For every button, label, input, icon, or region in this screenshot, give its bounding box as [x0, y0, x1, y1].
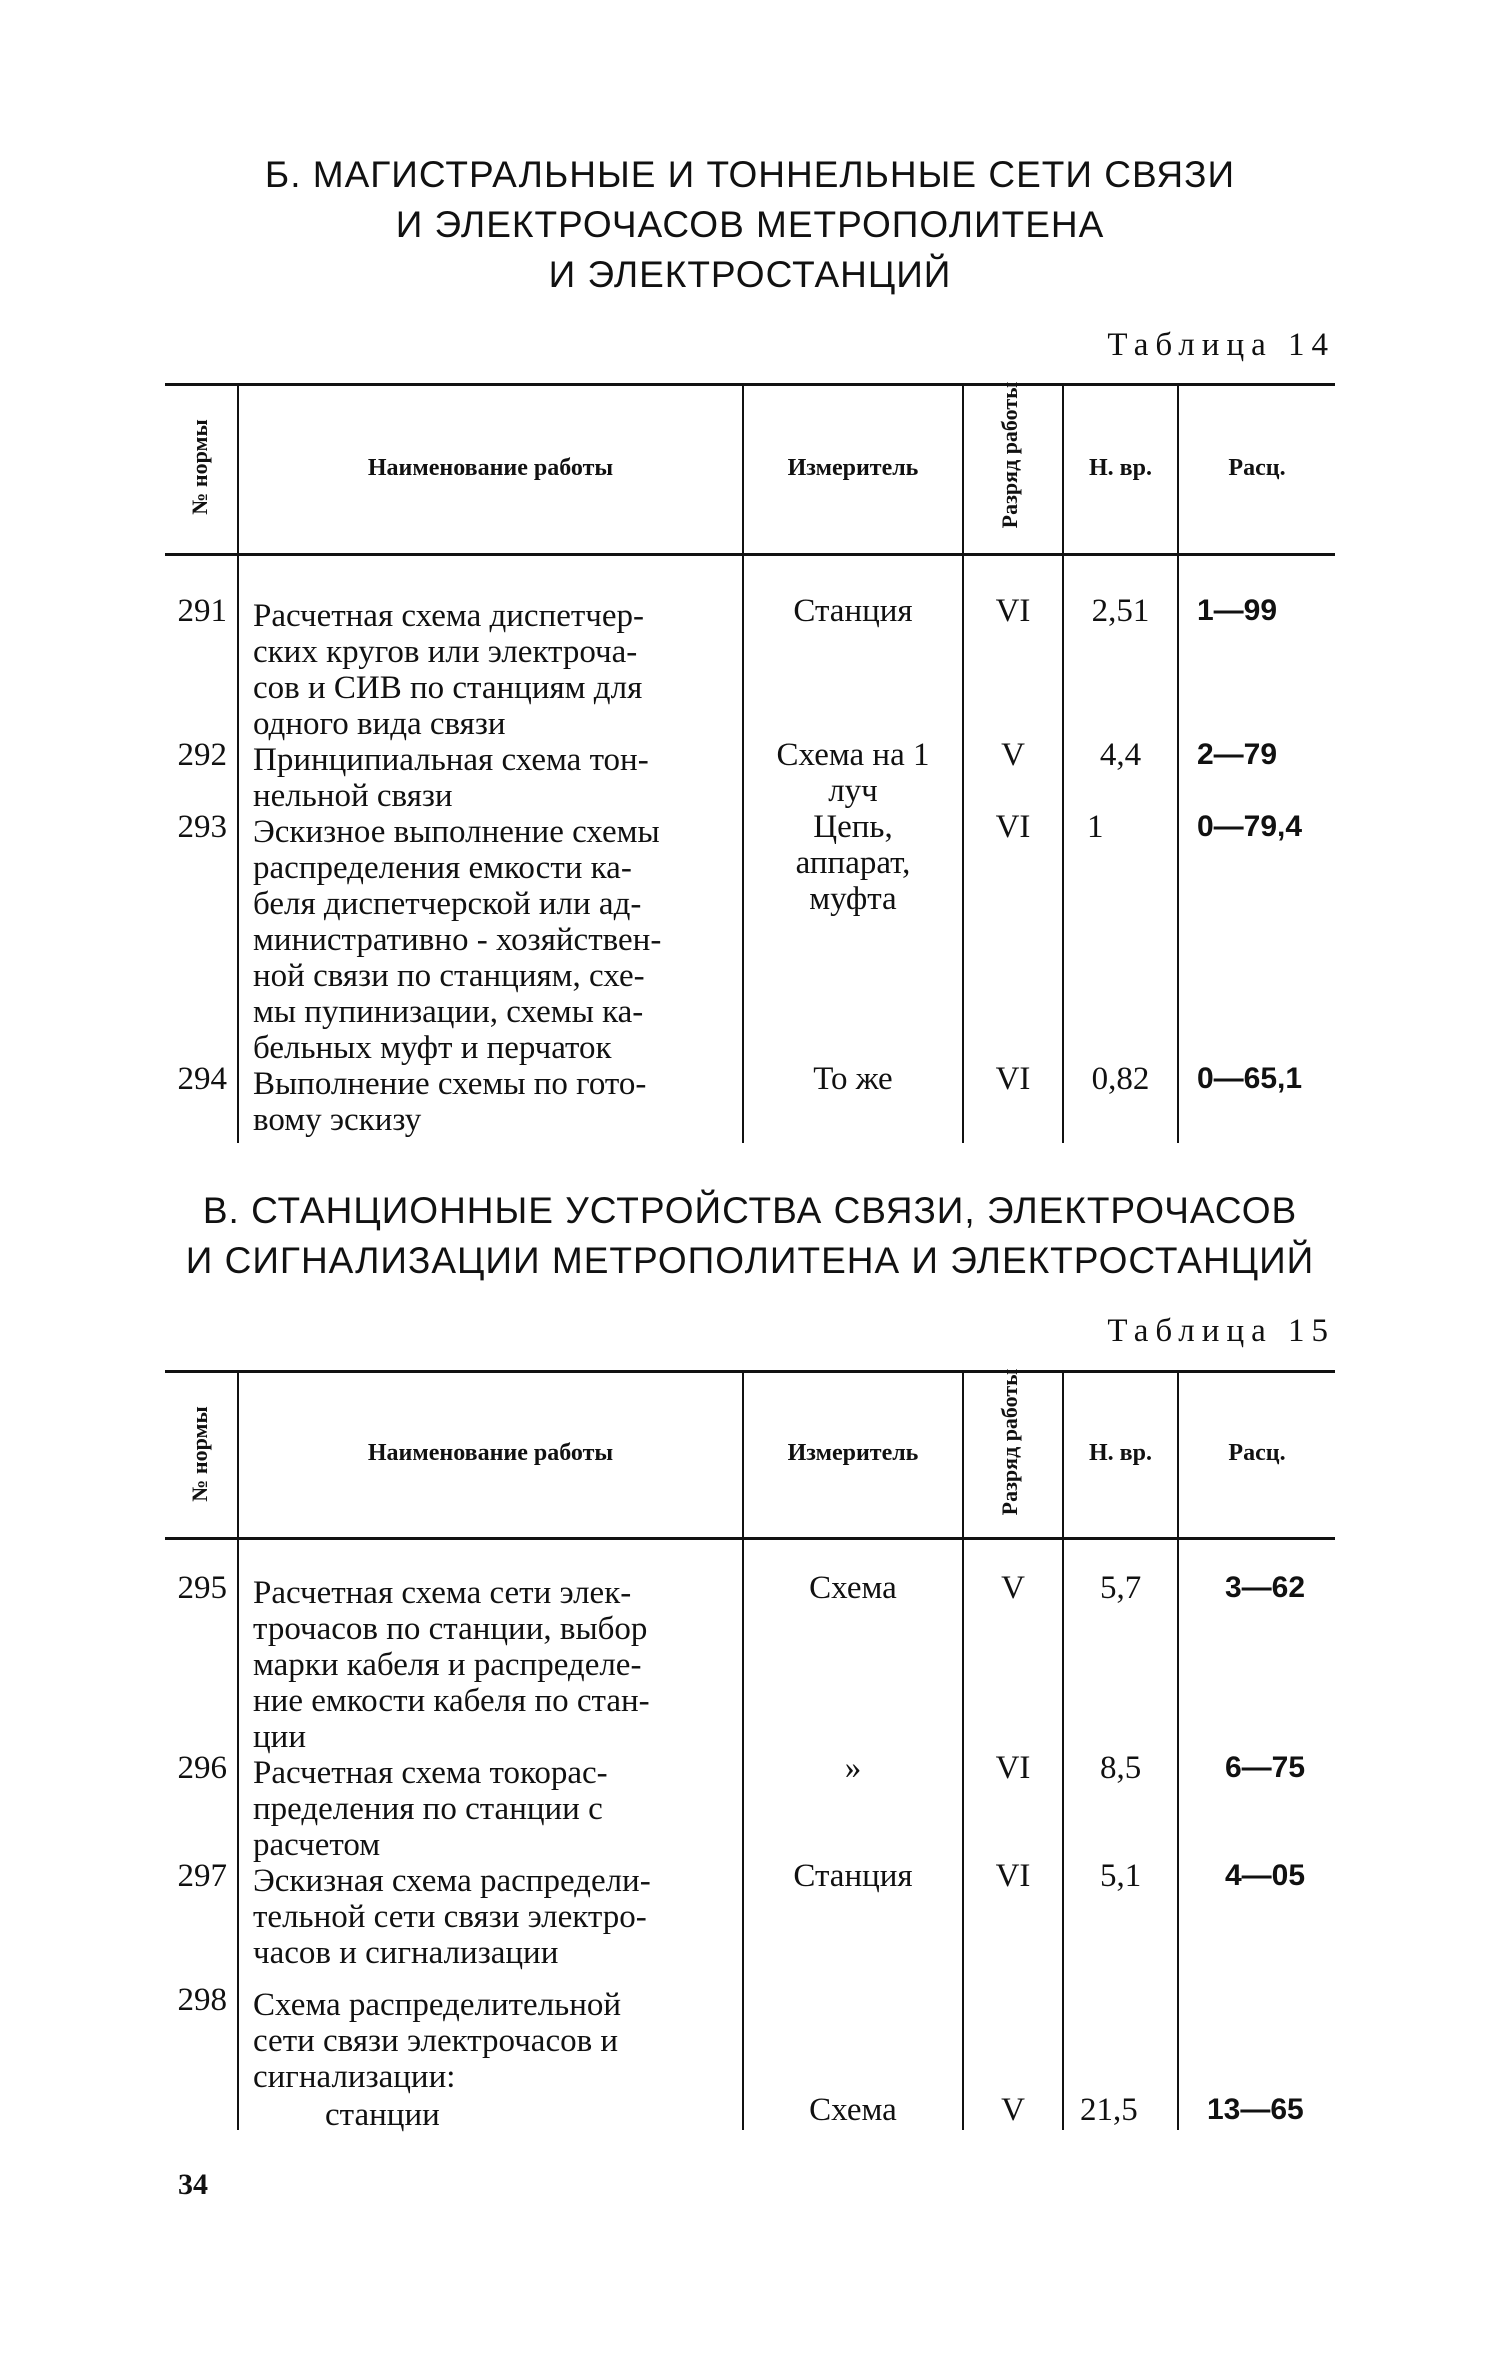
row-time: 5,7 — [1100, 1570, 1142, 1606]
row-unit — [744, 593, 962, 629]
row-rate: 6—75 — [1225, 1751, 1306, 1784]
table-header-rule — [165, 1537, 1335, 1540]
row-name — [253, 598, 729, 742]
row-time: 21,5 — [1080, 2092, 1138, 2128]
row-number: 298 — [177, 1982, 227, 2018]
row-number: 293 — [177, 809, 227, 845]
row-unit — [744, 809, 962, 917]
row-name-line: трочасов по станции, выбор — [253, 1611, 648, 1647]
row-unit — [744, 1061, 962, 1097]
row-number: 292 — [177, 737, 227, 773]
row-grade: VI — [995, 1061, 1031, 1097]
row-name-line: сов и СИВ по станциям для — [253, 670, 643, 706]
row-name — [253, 1575, 729, 1755]
row-name-line: ских кругов или электроча- — [253, 634, 638, 670]
row-number: 294 — [177, 1061, 227, 1097]
row-name-line: Выполнение схемы по гото- — [253, 1066, 647, 1102]
row-name-line: сети связи электрочасов и — [253, 2023, 619, 2059]
table-15 — [165, 1368, 1335, 2133]
row-unit — [744, 1750, 962, 1786]
row-unit — [744, 1570, 962, 1606]
row-name-line: марки кабеля и распределе- — [253, 1647, 642, 1683]
row-name — [253, 814, 729, 1066]
row-time: 2,51 — [1091, 593, 1150, 629]
row-unit-line: Станция — [793, 593, 913, 629]
row-number: 295 — [177, 1570, 227, 1606]
row-name-line: тельной сети связи электро- — [253, 1899, 647, 1935]
page-number: 34 — [178, 2168, 208, 2201]
row-name-line: мы пупинизации, схемы ка- — [253, 994, 644, 1030]
row-grade: V — [1001, 2092, 1025, 2128]
row-name-line: пределения по станции с — [253, 1791, 603, 1827]
row-name-line: распределения емкости ка- — [253, 850, 632, 886]
row-name-line: вому эскизу — [253, 1102, 422, 1138]
row-time: 4,4 — [1099, 737, 1142, 773]
table-header-rule — [165, 553, 1335, 556]
row-name-line: Принципиальная схема тон- — [253, 742, 649, 778]
row-rate: 0—65,1 — [1197, 1062, 1303, 1095]
row-unit-line: луч — [828, 773, 878, 809]
header-rate: Расц. — [1228, 454, 1286, 481]
row-grade: VI — [995, 1750, 1031, 1786]
header-rate: Расц. — [1228, 1440, 1286, 1466]
row-grade: VI — [995, 593, 1031, 629]
row-name — [253, 742, 729, 814]
row-name-line: ной связи по станциям, схе- — [253, 958, 645, 994]
header-norm-number: № нормы — [187, 419, 212, 515]
header-grade: Разряд работы — [997, 1368, 1022, 1516]
row-unit — [744, 1858, 962, 1894]
section-b-heading — [0, 150, 1500, 300]
row-name-line: нельной связи — [253, 778, 453, 814]
row-name-line: беля диспетчерской или ад- — [253, 886, 642, 922]
row-name-line: ние емкости кабеля по стан- — [253, 1683, 650, 1719]
row-unit-line: Цепь, — [813, 809, 893, 845]
row-unit — [744, 737, 962, 809]
row-number: 297 — [177, 1858, 227, 1894]
row-rate: 4—05 — [1225, 1859, 1306, 1892]
row-unit-line: » — [844, 1750, 862, 1786]
row-name-line: Расчетная схема токорас- — [253, 1755, 608, 1791]
header-norm-number: № нормы — [187, 1406, 212, 1502]
row-name-line: бельных муфт и перчаток — [253, 1030, 612, 1066]
section-b-heading-line: Б. МАГИСТРАЛЬНЫЕ И ТОННЕЛЬНЫЕ СЕТИ СВЯЗИ — [264, 154, 1236, 195]
table-14 — [165, 383, 1335, 1143]
table-14-caption: Таблица 14 — [1107, 327, 1335, 363]
section-b-heading-line: И ЭЛЕКТРОСТАНЦИЙ — [548, 254, 952, 295]
row-unit-line: Схема — [809, 2092, 897, 2128]
row-name-line: Схема распределительной — [253, 1987, 622, 2023]
row-number: 296 — [177, 1750, 227, 1786]
row-name — [253, 1863, 729, 1971]
header-unit: Измеритель — [787, 1440, 919, 1466]
row-name-line: часов и сигнализации — [253, 1935, 559, 1971]
row-unit-line: Схема — [809, 1570, 897, 1606]
row-name-line: ции — [253, 1719, 306, 1755]
row-unit-line: муфта — [809, 881, 897, 917]
header-unit: Измеритель — [787, 454, 919, 481]
row-name-line: расчетом — [253, 1827, 381, 1863]
row-unit-line: То же — [813, 1061, 893, 1097]
row-time: 8,5 — [1100, 1750, 1142, 1786]
row-name — [253, 1066, 729, 1138]
row-rate: 3—62 — [1225, 1571, 1306, 1604]
row-name-line: Расчетная схема диспетчер- — [253, 598, 645, 634]
table-15-caption: Таблица 15 — [1107, 1313, 1335, 1349]
header-time: Н. вр. — [1089, 454, 1152, 481]
header-grade: Разряд работы — [997, 381, 1022, 529]
section-v-heading-line: И СИГНАЛИЗАЦИИ МЕТРОПОЛИТЕНА И ЭЛЕКТРОСТАНЦИЙ — [185, 1240, 1315, 1281]
row-unit-line: Схема на 1 — [776, 737, 930, 773]
row-grade: V — [1001, 737, 1025, 773]
row-time: 1 — [1087, 809, 1104, 845]
row-name-line: Расчетная схема сети элек- — [253, 1575, 632, 1611]
row-name-line: станции — [325, 2097, 440, 2133]
row-grade: VI — [995, 809, 1031, 845]
header-work-name: Наименование работы — [367, 1440, 614, 1466]
row-rate: 1—99 — [1197, 594, 1278, 627]
row-name-line: сигнализации: — [253, 2059, 456, 2095]
row-rate: 13—65 — [1207, 2093, 1304, 2126]
section-b-heading-line: И ЭЛЕКТРОЧАСОВ МЕТРОПОЛИТЕНА — [395, 204, 1105, 245]
row-unit — [744, 2092, 962, 2128]
header-work-name: Наименование работы — [367, 454, 614, 481]
row-name-line: Эскизная схема распредели- — [253, 1863, 651, 1899]
section-v-heading-line: В. СТАНЦИОННЫЕ УСТРОЙСТВА СВЯЗИ, ЭЛЕКТРОЧАСОВ — [202, 1190, 1298, 1231]
row-number: 291 — [177, 593, 227, 629]
row-name — [325, 2097, 725, 2133]
row-name-line: Эскизное выполнение схемы — [253, 814, 660, 850]
row-grade: V — [1001, 1570, 1025, 1606]
header-time: Н. вр. — [1089, 1440, 1152, 1466]
row-name — [253, 1755, 729, 1863]
row-rate: 2—79 — [1197, 738, 1278, 771]
row-unit-line: аппарат, — [795, 845, 911, 881]
row-rate: 0—79,4 — [1197, 810, 1303, 843]
row-name-line: министративно - хозяйствен- — [253, 922, 662, 958]
row-name — [253, 1987, 729, 2095]
row-grade: VI — [995, 1858, 1031, 1894]
row-time: 0,82 — [1091, 1061, 1150, 1097]
row-unit-line: Станция — [793, 1858, 913, 1894]
row-time: 5,1 — [1100, 1858, 1142, 1894]
section-v-heading — [0, 1186, 1500, 1286]
row-name-line: одного вида связи — [253, 706, 506, 742]
